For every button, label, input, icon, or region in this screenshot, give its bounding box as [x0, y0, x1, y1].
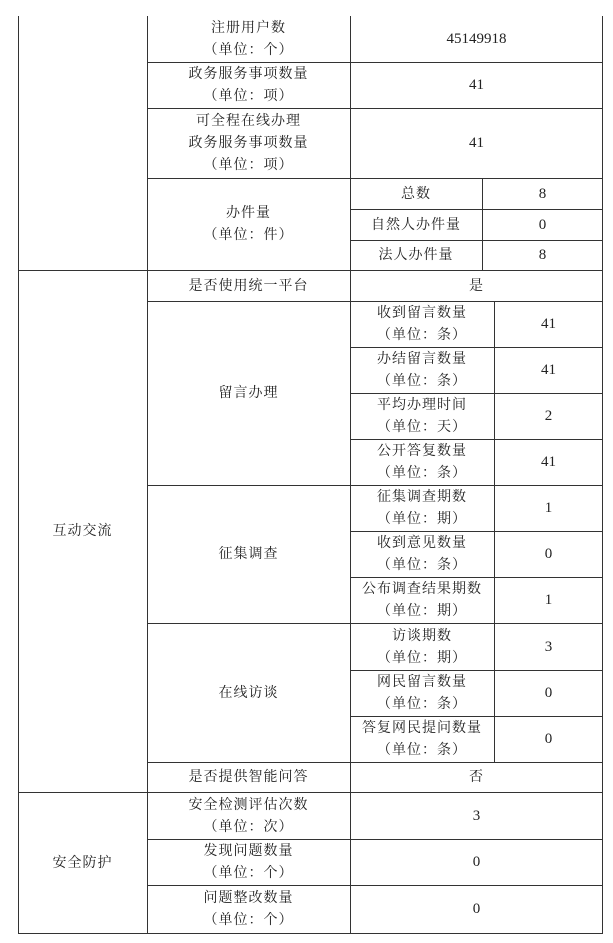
messages-closed-value: 41 [541, 362, 556, 378]
label-line: 公布调查结果期数 [362, 581, 482, 597]
unit-line: （单位：项） [203, 88, 294, 104]
unit-line: （单位：个） [203, 865, 294, 881]
grid-line [350, 716, 603, 717]
unit-line: （单位：条） [377, 373, 467, 389]
label-line: 公开答复数量 [377, 443, 467, 459]
registered-users-value: 45149918 [446, 31, 507, 47]
messages-public-reply-value: 41 [541, 454, 556, 470]
survey-opinions-value: 0 [544, 546, 553, 562]
security-issues-found-label [147, 839, 350, 885]
handling-natural-value: 0 [538, 216, 547, 233]
unit-line: （单位：条） [377, 742, 467, 758]
grid-line [147, 485, 603, 486]
label-line: 网民留言数量 [377, 674, 467, 690]
label-line: 答复网民提问数量 [362, 720, 482, 736]
unified-platform-value: 是 [469, 277, 484, 294]
label-line: 可全程在线办理 [196, 113, 301, 129]
smart-qa-label: 是否提供智能问答 [188, 769, 309, 785]
messages-public-reply-label [350, 439, 494, 485]
survey-periods-value: 1 [544, 500, 553, 516]
unified-platform-label: 是否使用统一平台 [188, 277, 309, 294]
survey-results-value: 1 [544, 592, 553, 608]
grid-line [350, 393, 603, 394]
service-items-label [147, 62, 350, 108]
unit-line: （单位：条） [377, 327, 467, 343]
label-line: 发现问题数量 [203, 843, 294, 859]
security-issues-fixed-value: 0 [472, 901, 481, 917]
grid-line [350, 531, 603, 532]
handling-natural-label: 自然人办件量 [371, 216, 461, 233]
unit-line: （单位：条） [377, 696, 467, 712]
label-line: 办件量 [226, 205, 271, 221]
interview-periods-value: 3 [544, 638, 553, 655]
label-line: 问题整改数量 [203, 890, 294, 906]
service-items-value: 41 [469, 77, 484, 93]
messages-group-label: 留言办理 [218, 385, 279, 401]
interview-replies-label [350, 716, 494, 762]
survey-opinions-label [350, 531, 494, 577]
interview-periods-label [350, 623, 494, 670]
unit-line: （单位：个） [203, 42, 294, 58]
survey-group-label: 征集调查 [218, 546, 279, 562]
security-issues-found-value: 0 [472, 854, 481, 870]
grid-line [350, 577, 603, 578]
grid-line [147, 301, 603, 302]
grid-line [350, 670, 603, 671]
grid-line [147, 16, 148, 934]
grid-line [18, 16, 19, 934]
grid-line [18, 792, 603, 793]
grid-line [350, 240, 603, 241]
online-items-value: 41 [469, 135, 484, 151]
grid-line [147, 62, 603, 63]
grid-line [350, 347, 603, 348]
interview-netizen-messages-value: 0 [544, 685, 553, 701]
unit-line: （单位：次） [203, 818, 294, 835]
messages-received-label [350, 301, 494, 347]
section-interaction: 互动交流 [52, 523, 113, 539]
unit-line: （单位：期） [377, 649, 467, 666]
messages-closed-label [350, 347, 494, 393]
grid-line [147, 762, 603, 763]
handling-legal-label: 法人办件量 [378, 247, 454, 263]
grid-line [147, 108, 603, 109]
label-line: 平均办理时间 [377, 397, 467, 413]
handling-total-value: 8 [538, 185, 547, 202]
unit-line: （单位：期） [377, 511, 467, 527]
grid-line [602, 16, 603, 934]
label-line: 收到留言数量 [377, 305, 467, 321]
grid-line [350, 439, 603, 440]
messages-avg-time-value: 2 [544, 408, 553, 424]
interview-group-label: 在线访谈 [218, 684, 279, 701]
section-security: 安全防护 [52, 854, 113, 871]
label-line: 政务服务事项数量 [188, 135, 309, 151]
messages-received-value: 41 [541, 316, 556, 332]
smart-qa-value: 否 [469, 769, 484, 785]
grid-line [147, 839, 603, 840]
grid-line [350, 16, 351, 934]
grid-line [147, 178, 603, 179]
messages-avg-time-label [350, 393, 494, 439]
unit-line: （单位：个） [203, 912, 294, 928]
handling-label [147, 178, 350, 270]
label-line: 注册用户数 [211, 20, 286, 36]
grid-line [147, 885, 603, 886]
security-checks-value: 3 [472, 807, 481, 824]
interview-netizen-messages-label [350, 670, 494, 716]
label-line: 办结留言数量 [377, 351, 467, 367]
label-line: 收到意见数量 [377, 535, 467, 551]
unit-line: （单位：件） [203, 227, 294, 243]
unit-line: （单位：条） [377, 465, 467, 481]
unit-line: （单位：条） [377, 557, 467, 573]
security-issues-fixed-label [147, 885, 350, 933]
grid-line [350, 209, 603, 210]
label-line: 安全检测评估次数 [188, 796, 309, 813]
grid-line [482, 178, 483, 270]
registered-users-label [147, 16, 350, 62]
interview-replies-value: 0 [544, 731, 553, 747]
online-items-label [147, 108, 350, 178]
label-line: 政务服务事项数量 [188, 66, 309, 82]
unit-line: （单位：项） [203, 157, 294, 173]
handling-total-label: 总数 [401, 185, 431, 202]
label-line: 访谈期数 [392, 627, 452, 644]
unit-line: （单位：天） [377, 419, 467, 435]
handling-legal-value: 8 [538, 247, 547, 263]
survey-results-label [350, 577, 494, 623]
unit-line: （单位：期） [377, 603, 467, 619]
grid-line [147, 623, 603, 624]
grid-line [18, 270, 603, 271]
label-line: 征集调查期数 [377, 489, 467, 505]
security-checks-label [147, 792, 350, 839]
grid-line [18, 933, 603, 934]
survey-periods-label [350, 485, 494, 531]
